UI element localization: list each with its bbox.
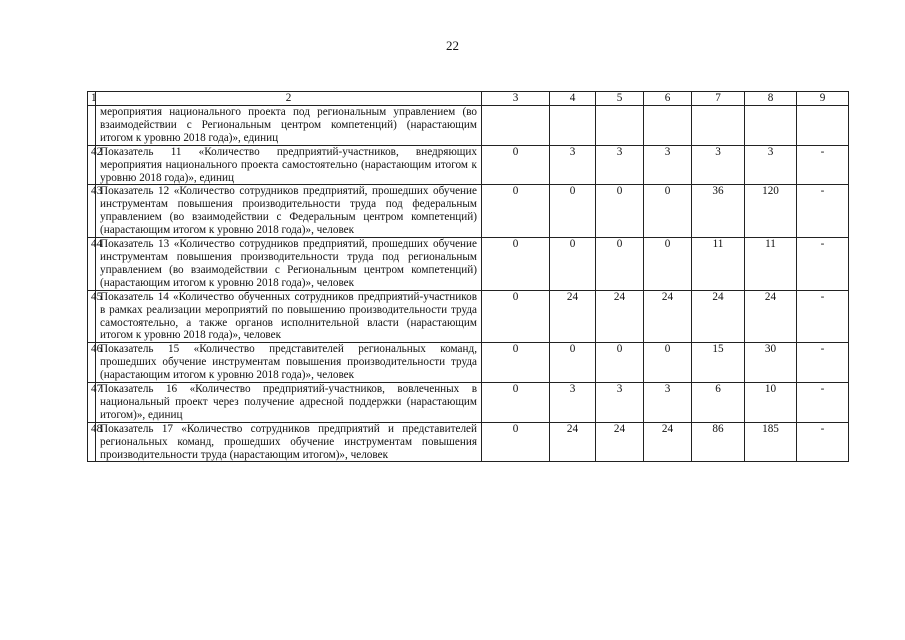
value-cell: 6 — [692, 383, 745, 423]
value-cell: 24 — [550, 422, 596, 462]
value-cell: 0 — [550, 343, 596, 383]
value-cell: 0 — [596, 238, 644, 291]
column-header: 1 — [88, 92, 96, 106]
indicator-description: Показатель 14 «Количество обученных сотрудников предприятий-участников в рамках реализации мероприятий по повышению производительности труда самостоятельно, а также органов исполнительной власти (нарастающим итогом к уровню 2018 года)», человек — [96, 290, 482, 343]
value-cell: - — [797, 185, 849, 238]
value-cell: 0 — [550, 238, 596, 291]
value-cell: 185 — [745, 422, 797, 462]
table-row — [88, 145, 849, 185]
value-cell: - — [797, 145, 849, 185]
value-cell — [644, 106, 692, 146]
value-cell: 24 — [745, 290, 797, 343]
value-cell: 0 — [644, 343, 692, 383]
row-number — [88, 106, 96, 146]
column-header: 3 — [482, 92, 550, 106]
value-cell: 0 — [644, 185, 692, 238]
value-cell: 3 — [550, 145, 596, 185]
value-cell: 10 — [745, 383, 797, 423]
value-cell: 0 — [482, 422, 550, 462]
value-cell: - — [797, 343, 849, 383]
table-row — [88, 185, 849, 238]
value-cell: 3 — [745, 145, 797, 185]
indicator-description: Показатель 15 «Количество представителей региональных команд, прошедших обучение инструментам повышения производительности труда (нарастающим итогом к уровню 2018 года)», человек — [96, 343, 482, 383]
column-header: 2 — [96, 92, 482, 106]
value-cell: 3 — [596, 145, 644, 185]
value-cell: 36 — [692, 185, 745, 238]
column-header: 9 — [797, 92, 849, 106]
value-cell — [692, 106, 745, 146]
indicator-description: Показатель 12 «Количество сотрудников предприятий, прошедших обучение инструментам повышения производительности труда под федеральным управлением (во взаимодействии с Федеральным центром компетенций) (нарастающим итогом к уровню 2018 года)», человек — [96, 185, 482, 238]
value-cell: 24 — [596, 290, 644, 343]
value-cell: 0 — [482, 185, 550, 238]
value-cell: 24 — [644, 422, 692, 462]
value-cell: - — [797, 290, 849, 343]
value-cell: 24 — [692, 290, 745, 343]
value-cell: 86 — [692, 422, 745, 462]
value-cell: - — [797, 238, 849, 291]
value-cell: 0 — [482, 383, 550, 423]
column-header: 5 — [596, 92, 644, 106]
table-row — [88, 238, 849, 291]
value-cell — [482, 106, 550, 146]
value-cell: 15 — [692, 343, 745, 383]
value-cell: 0 — [644, 238, 692, 291]
value-cell — [745, 106, 797, 146]
value-cell: 11 — [692, 238, 745, 291]
value-cell: 3 — [644, 383, 692, 423]
row-number: 43 — [88, 185, 96, 238]
value-cell: 120 — [745, 185, 797, 238]
value-cell: 3 — [644, 145, 692, 185]
table-header-row — [88, 92, 849, 106]
indicator-table — [87, 91, 849, 462]
table-row — [88, 106, 849, 146]
value-cell: 0 — [482, 145, 550, 185]
row-number: 46 — [88, 343, 96, 383]
value-cell: 0 — [596, 343, 644, 383]
column-header: 8 — [745, 92, 797, 106]
value-cell — [797, 106, 849, 146]
indicator-description: Показатель 16 «Количество предприятий-участников, вовлеченных в национальный проект через получение адресной поддержки (нарастающим итогом)», единиц — [96, 383, 482, 423]
row-number: 47 — [88, 383, 96, 423]
value-cell: 3 — [596, 383, 644, 423]
value-cell — [550, 106, 596, 146]
value-cell: 11 — [745, 238, 797, 291]
indicator-description: Показатель 17 «Количество сотрудников предприятий и представителей региональных команд, прошедших обучение инструментам повышения производительности труда (нарастающим итогом)», человек — [96, 422, 482, 462]
column-header: 4 — [550, 92, 596, 106]
table-row — [88, 343, 849, 383]
table-row — [88, 422, 849, 462]
value-cell: 24 — [550, 290, 596, 343]
value-cell: 0 — [596, 185, 644, 238]
indicator-description: Показатель 11 «Количество предприятий-участников, внедряющих мероприятия национального проекта самостоятельно (нарастающим итогом к уровню 2018 года)», единиц — [96, 145, 482, 185]
value-cell: - — [797, 422, 849, 462]
indicator-description: Показатель 13 «Количество сотрудников предприятий, прошедших обучение инструментам повышения производительности труда под региональным управлением (во взаимодействии с Региональным центром компетенций) (нарастающим итогом к уровню 2018 года)», человек — [96, 238, 482, 291]
value-cell: 0 — [550, 185, 596, 238]
value-cell: 24 — [596, 422, 644, 462]
value-cell: 0 — [482, 238, 550, 291]
indicator-description: мероприятия национального проекта под региональным управлением (во взаимодействии с Региональным центром компетенций) (нарастающим итогом к уровню 2018 года)», единиц — [96, 106, 482, 146]
row-number: 45 — [88, 290, 96, 343]
value-cell: 0 — [482, 290, 550, 343]
table-row — [88, 290, 849, 343]
row-number: 42 — [88, 145, 96, 185]
value-cell — [596, 106, 644, 146]
column-header: 7 — [692, 92, 745, 106]
table-row — [88, 383, 849, 423]
row-number: 44 — [88, 238, 96, 291]
page-number: 22 — [446, 38, 459, 53]
value-cell: 3 — [692, 145, 745, 185]
value-cell: - — [797, 383, 849, 423]
column-header: 6 — [644, 92, 692, 106]
value-cell: 0 — [482, 343, 550, 383]
value-cell: 24 — [644, 290, 692, 343]
row-number: 48 — [88, 422, 96, 462]
value-cell: 30 — [745, 343, 797, 383]
value-cell: 3 — [550, 383, 596, 423]
